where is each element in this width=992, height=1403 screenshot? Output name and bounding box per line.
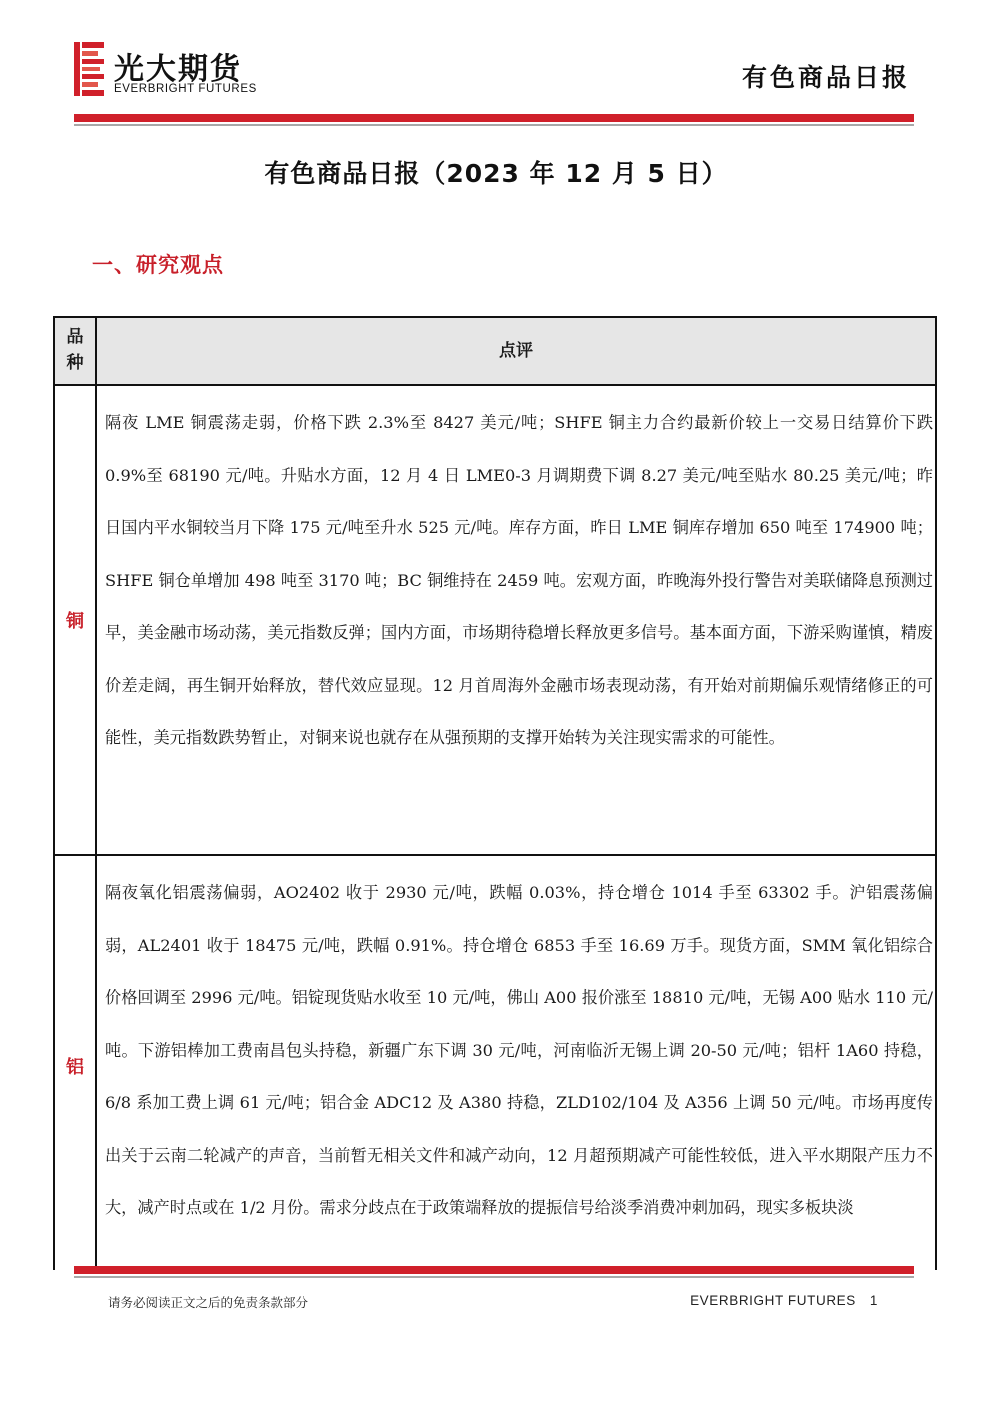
section-heading: 一、研究观点	[92, 253, 224, 277]
header-red-divider	[74, 114, 914, 122]
company-logo	[74, 42, 284, 100]
footer-brand: EVERBRIGHT FUTURES	[690, 1293, 856, 1308]
footer-gray-divider	[74, 1276, 914, 1278]
variety-cell: 铜	[55, 386, 97, 854]
footer-disclaimer: 请务必阅读正文之后的免责条款部分	[108, 1295, 309, 1310]
commentary-table	[53, 316, 937, 1270]
header-report-type: 有色商品日报	[741, 63, 910, 92]
table-header-row	[55, 318, 935, 386]
comment-cell: 隔夜氧化铝震荡偏弱，AO2402 收于 2930 元/吨，跌幅 0.03%，持仓增仓 1014 手至 63302 手。沪铝震荡偏弱，AL2401 收于 18475 元/吨，跌幅 0.91%。持仓增仓 6853 手至 16.69 万手。现货方面，SMM 氧化铝综合价格回调至 2996 元/吨。铝锭现货贴水收至 10 元/吨，佛山 A00 报价涨至 18810 元/吨，无锡 A00 贴水 110 元/吨。下游铝棒加工费南昌包头持稳，新疆广东下调 30 元/吨，河南临沂无锡上调 20-50 元/吨；铝杆 1A60 持稳，6/8 系加工费上调 61 元/吨；铝合金 ADC12 及 A380 持稳，ZLD102/104 及 A356 上调 50 元/吨。市场再度传出关于云南二轮减产的声音，当前暂无相关文件和减产动向，12 月超预期减产可能性较低，进入平水期限产压力不大，减产时点或在 1/2 月份。需求分歧点在于政策端释放的提振信号给淡季消费冲刺加码，现实多板块淡	[105, 883, 933, 1217]
table-row-copper	[55, 386, 935, 856]
header-gray-divider	[74, 124, 914, 126]
header-comment: 点评	[499, 341, 533, 361]
brand-name-en: EVERBRIGHT FUTURES	[114, 83, 257, 95]
page-number: 1	[869, 1293, 878, 1308]
everbright-e-stripes-icon	[74, 42, 104, 96]
footer-red-divider	[74, 1266, 914, 1274]
brand-name-cn: 光大期货	[114, 52, 242, 87]
table-row-aluminum	[55, 856, 935, 1270]
variety-cell: 铝	[55, 856, 97, 1270]
document-title: 有色商品日报（2023 年 12 月 5 日）	[264, 159, 728, 188]
footer-brand-page	[690, 1293, 878, 1308]
header-variety-label: 品种	[66, 327, 84, 373]
header-variety	[55, 318, 97, 384]
comment-cell: 隔夜 LME 铜震荡走弱，价格下跌 2.3%至 8427 美元/吨；SHFE 铜主力合约最新价较上一交易日结算价下跌 0.9%至 68190 元/吨。升贴水方面，12 月 4 日 LME0-3 月调期费下调 8.27 美元/吨至贴水 80.25 美元/吨；昨日国内平水铜较当月下降 175 元/吨至升水 525 元/吨。库存方面，昨日 LME 铜库存增加 650 吨至 174900 吨；SHFE 铜仓单增加 498 吨至 3170 吨；BC 铜维持在 2459 吨。宏观方面，昨晚海外投行警告对美联储降息预测过早，美金融市场动荡，美元指数反弹；国内方面，市场期待稳增长释放更多信号。基本面方面，下游采购谨慎，精废价差走阔，再生铜开始释放，替代效应显现。12 月首周海外金融市场表现动荡，有开始对前期偏乐观情绪修正的可能性，美元指数跌势暂止，对铜来说也就存在从强预期的支撑开始转为关注现实需求的可能性。	[105, 413, 933, 747]
